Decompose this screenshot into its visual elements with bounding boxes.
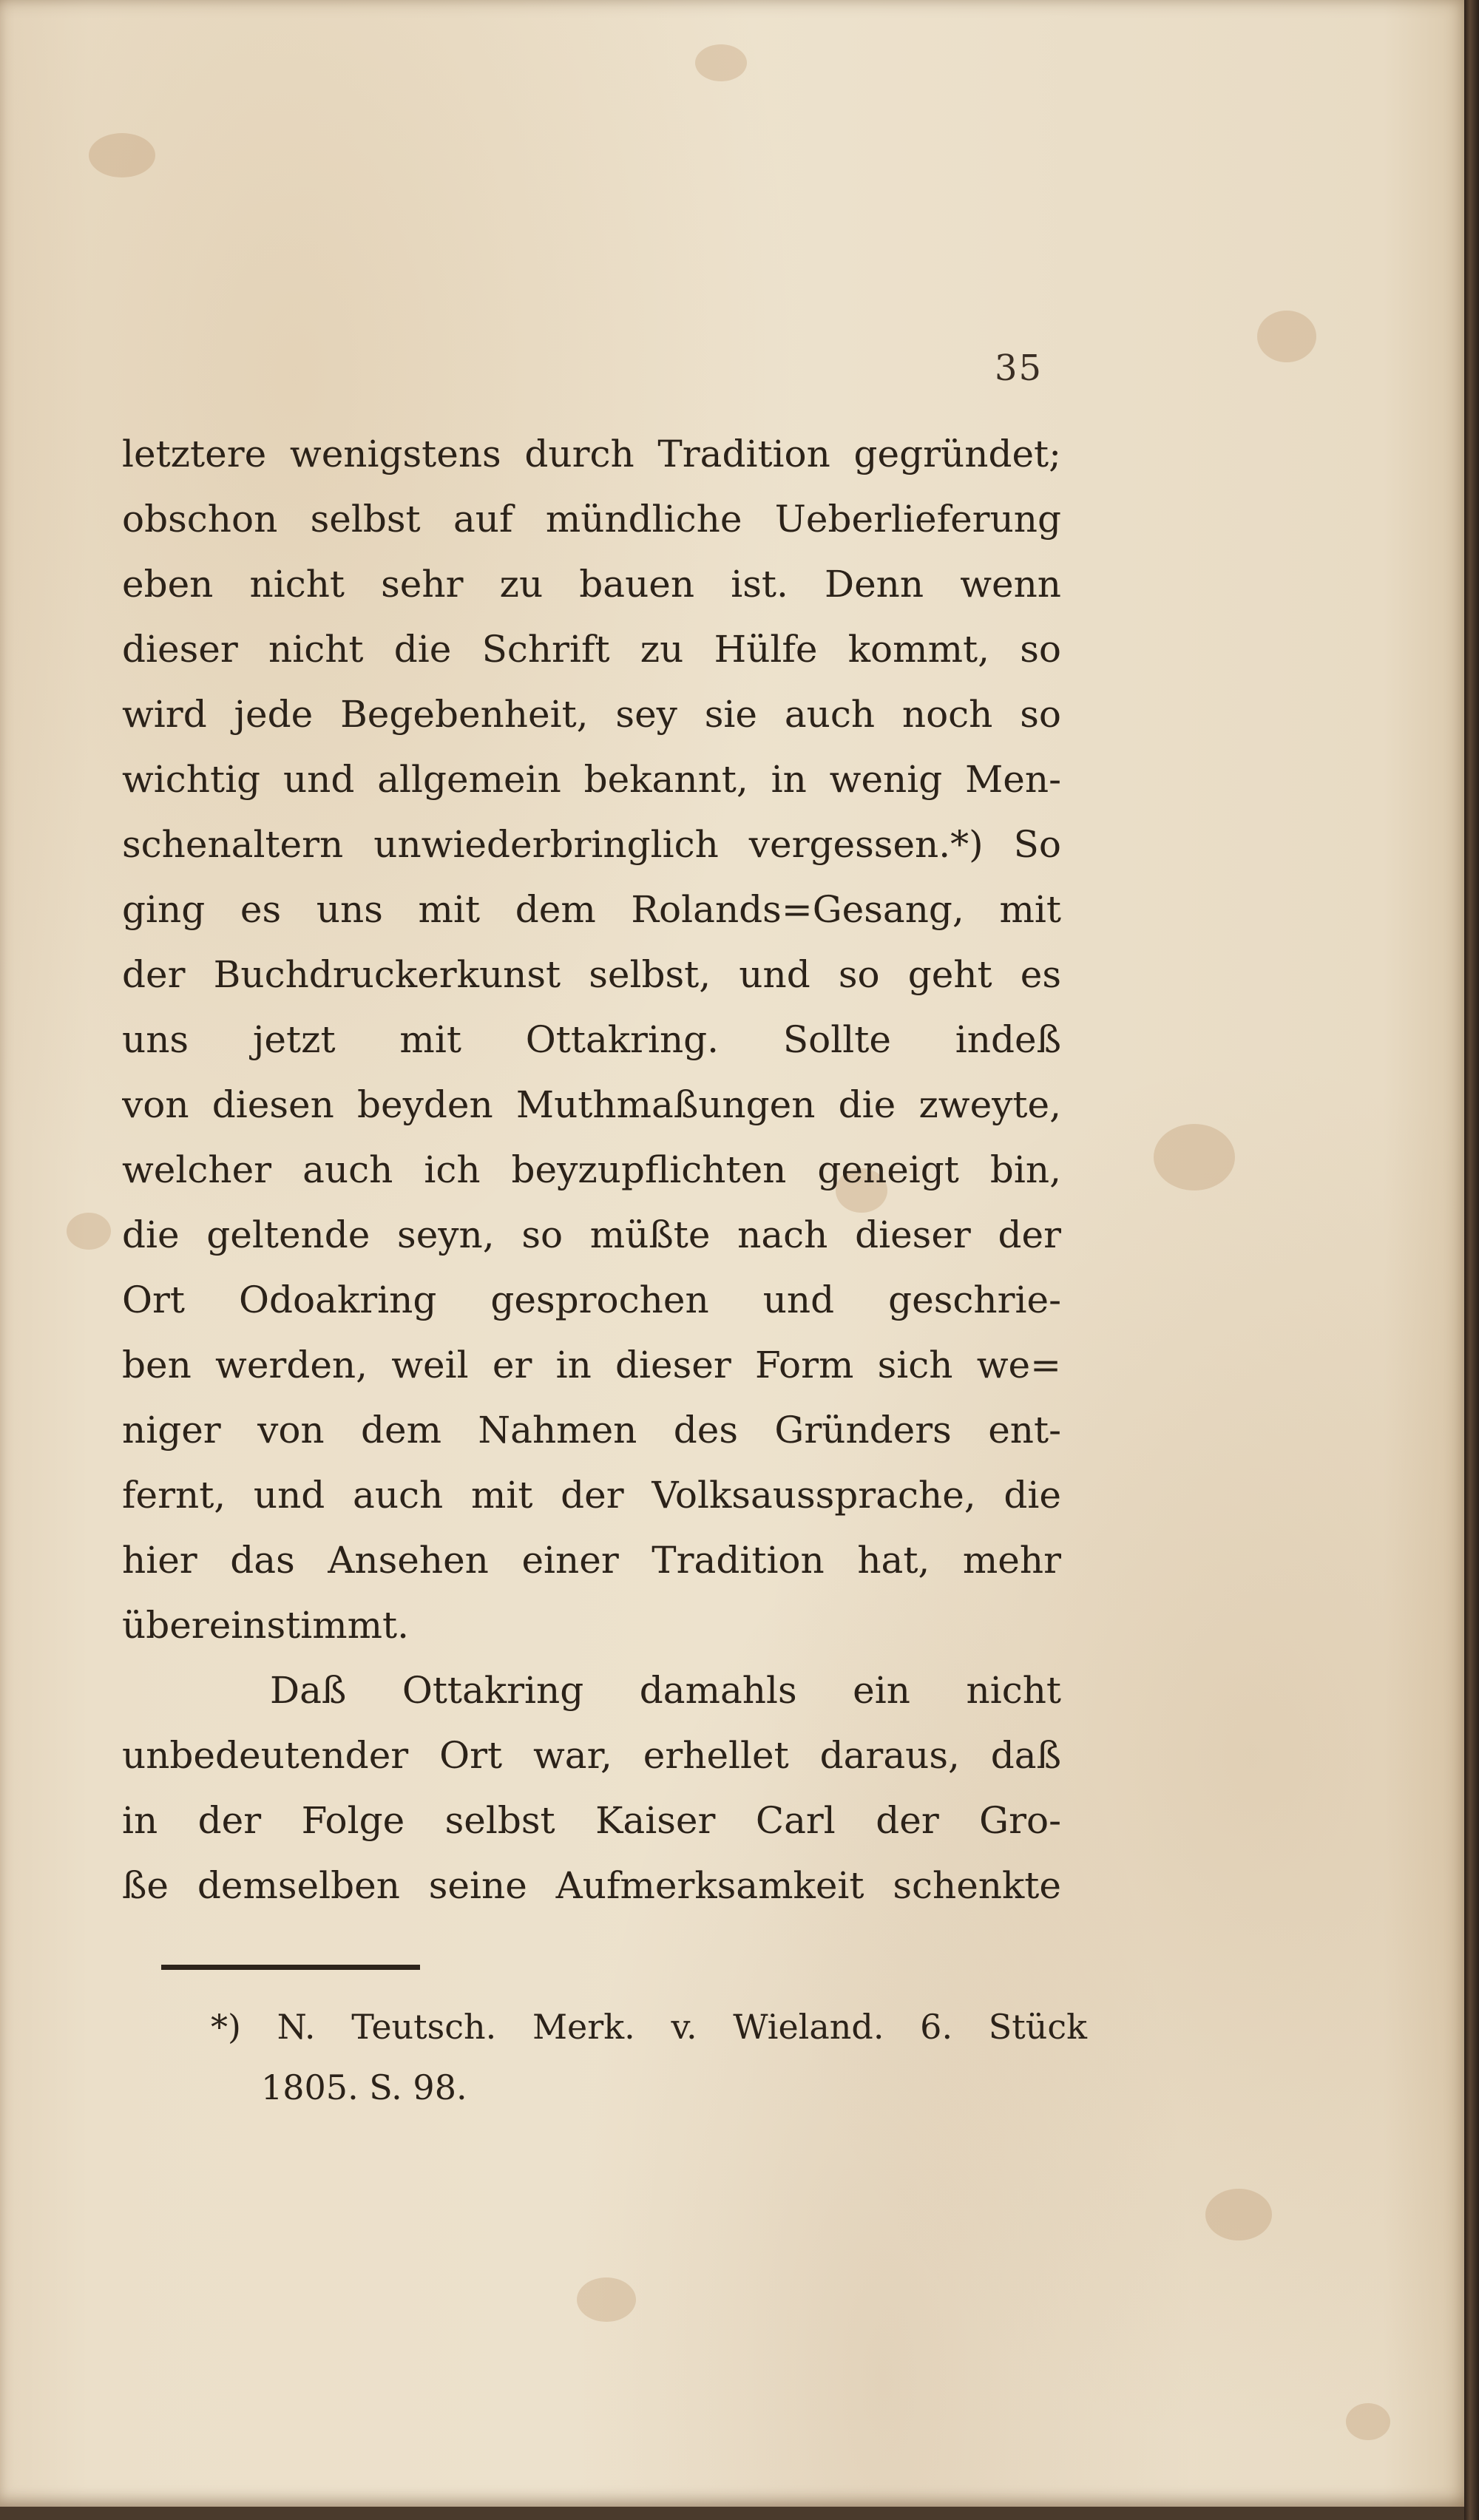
- text-line: niger von dem Nahmen des Gründers ent-: [122, 1409, 1061, 1452]
- page-number: 35: [995, 348, 1043, 389]
- text-line: unbedeutender Ort war, erhellet daraus, daß: [122, 1734, 1061, 1777]
- text-line: schenaltern unwiederbringlich vergessen.*) So: [122, 823, 1061, 866]
- text-line: übereinstimmt.: [122, 1604, 410, 1647]
- text-line: dieser nicht die Schrift zu Hülfe kommt, so: [122, 628, 1061, 671]
- foxing-spot: [1154, 1124, 1235, 1190]
- text-line: ße demselben seine Aufmerksamkeit schenkte: [122, 1864, 1061, 1907]
- foxing-spot: [695, 44, 747, 81]
- text-line: hier das Ansehen einer Tradition hat, mehr: [122, 1539, 1061, 1582]
- text-line: letztere wenigstens durch Tradition gegründet;: [122, 433, 1061, 475]
- foxing-spot: [577, 2277, 636, 2322]
- text-line: die geltende seyn, so müßte nach dieser der: [122, 1213, 1061, 1256]
- footnote: [211, 1996, 1087, 2118]
- text-line: eben nicht sehr zu bauen ist. Denn wenn: [122, 563, 1061, 606]
- footnote-line: *) N. Teutsch. Merk. v. Wieland. 6. Stück: [211, 2007, 1087, 2047]
- book-binding-edge: [1464, 0, 1479, 2520]
- text-line: wichtig und allgemein bekannt, in wenig Men-: [122, 758, 1061, 801]
- foxing-spot: [89, 133, 155, 177]
- foxing-spot: [67, 1213, 111, 1250]
- text-line: ben werden, weil er in dieser Form sich we=: [122, 1344, 1061, 1386]
- text-line: uns jetzt mit Ottakring. Sollte indeß: [122, 1018, 1061, 1061]
- footnote-line: 1805. S. 98.: [261, 2067, 467, 2107]
- text-line: ging es uns mit dem Rolands=Gesang, mit: [122, 888, 1061, 931]
- foxing-spot: [1346, 2403, 1390, 2440]
- foxing-spot: [1257, 311, 1316, 362]
- text-line: Ort Odoakring gesprochen und geschrie-: [122, 1278, 1061, 1321]
- footnote-rule: [161, 1965, 420, 1970]
- text-line: in der Folge selbst Kaiser Carl der Gro-: [122, 1799, 1061, 1842]
- text-line: obschon selbst auf mündliche Ueberlieferung: [122, 498, 1061, 541]
- text-line: welcher auch ich beyzupflichten geneigt bin,: [122, 1148, 1061, 1191]
- foxing-spot: [1205, 2189, 1272, 2240]
- text-line: der Buchdruckerkunst selbst, und so geht es: [122, 953, 1061, 996]
- text-line: von diesen beyden Muthmaßungen die zweyte,: [122, 1083, 1061, 1126]
- text-line: Daß Ottakring damahls ein nicht: [270, 1669, 1061, 1712]
- body-text: [122, 421, 1061, 1918]
- text-line: wird jede Begebenheit, sey sie auch noch so: [122, 693, 1061, 736]
- text-line: fernt, und auch mit der Volksaussprache, die: [122, 1474, 1061, 1517]
